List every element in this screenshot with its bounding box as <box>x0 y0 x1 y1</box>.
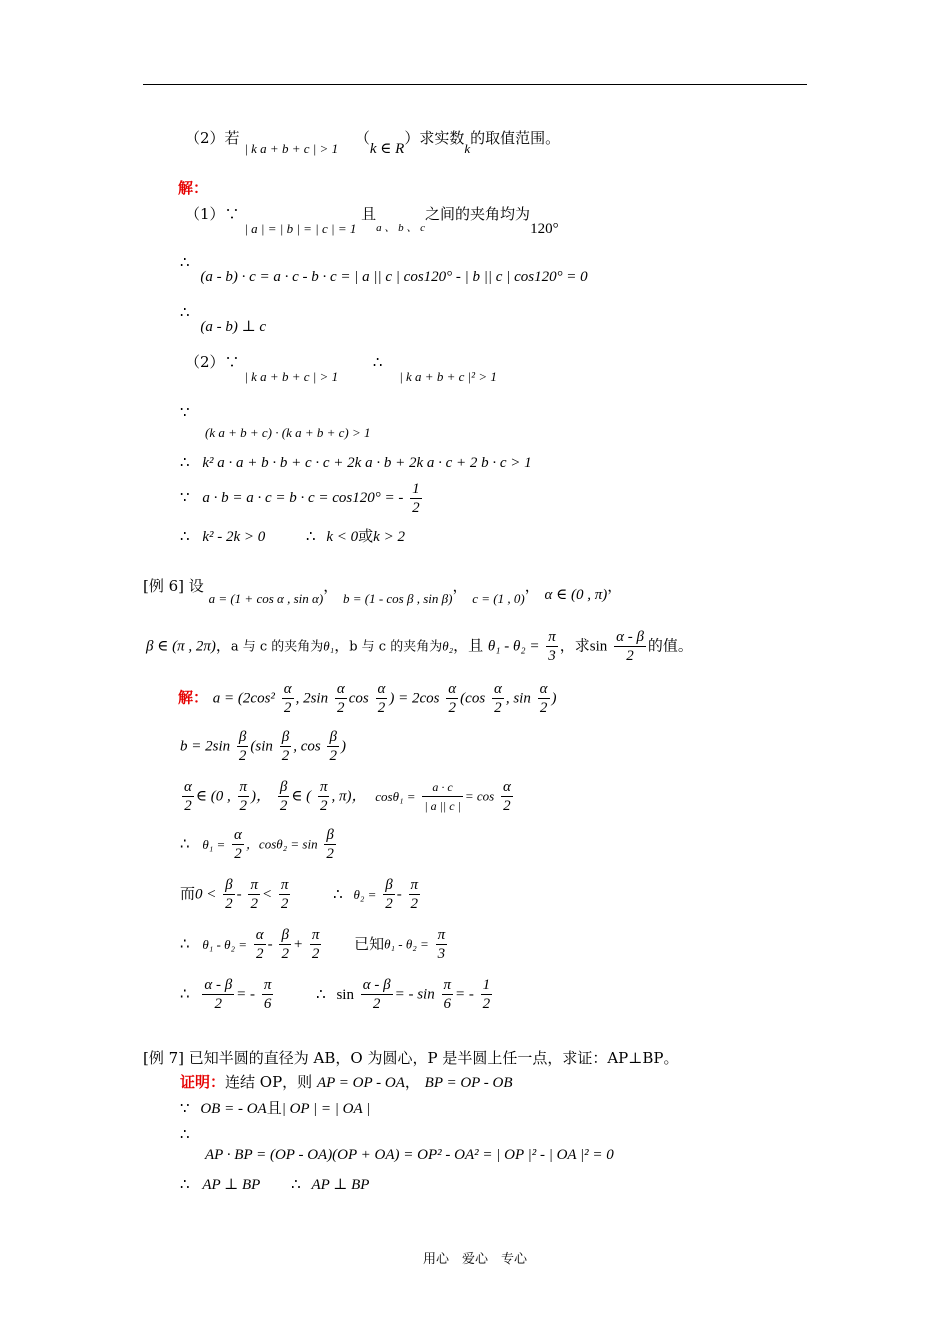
frac-cos-theta <box>422 778 463 815</box>
frac-num: α - β <box>362 977 391 993</box>
sol6-l2-b: (sin <box>250 738 273 755</box>
a-def: a = (1 + cos α , sin α) <box>208 591 324 606</box>
theta2: θ₂ <box>442 638 454 654</box>
frac-alpha-minus-beta-2 <box>361 976 393 1013</box>
sol1-l8-or: 或 <box>358 527 374 545</box>
frac-den: 2 <box>283 700 292 716</box>
frac-alpha-2 <box>492 680 504 717</box>
b-def: b = (1 - cos β , sin β) <box>342 591 453 606</box>
frac-num: β <box>383 876 395 895</box>
frac-den: 2 <box>385 896 393 912</box>
proof-l2-math2: | OP | = | OA | <box>281 1101 371 1117</box>
paren-open: （ <box>354 129 370 147</box>
sol1-line7 <box>180 480 424 520</box>
sol6-l1-g: ) <box>551 690 557 707</box>
therefore-symbol: ∴ <box>180 527 190 545</box>
frac-den: 2 <box>234 846 242 862</box>
sol1-l6-math: k² a · a + b · b + c · c + 2k a · b + 2k a · c + 2 b · c > 1 <box>202 455 532 471</box>
therefore-symbol: ∴ <box>180 453 190 471</box>
frac-den: 2 <box>281 946 289 962</box>
pi-over-3 <box>546 628 558 665</box>
sol1-l4-math: | k a + b + c | > 1 <box>244 369 339 384</box>
sol1-line5 <box>180 402 371 443</box>
example7-statement: [例 7] 已知半圆的直径为 AB，O 为圆心，P 是半圆上任一点，求证：AP⊥BP。 <box>143 1049 679 1067</box>
frac-den: 2 <box>238 748 247 764</box>
therefore-symbol: ∴ <box>291 1175 301 1193</box>
frac-pi-6 <box>442 976 454 1013</box>
frac-num: α <box>255 927 264 943</box>
sol1-l2-math: (a - b) · c = a · c - b · c = | a || c | cos120° - | b || c | cos120° = 0 <box>200 269 588 285</box>
sol6-l1-d: ) = 2cos <box>389 690 440 707</box>
therefore-symbol: ∴ <box>180 1175 190 1193</box>
sol1-l1-tail: 之间的夹角均为 <box>425 205 531 223</box>
ex6-t2: b 与 c 的夹角为 <box>349 639 443 655</box>
frac-num: α <box>336 681 345 697</box>
proof-line3 <box>180 1124 614 1165</box>
sol6-l2-a: b = 2sin <box>180 738 231 755</box>
frac-num: a · c <box>422 778 463 797</box>
frac-alpha-2 <box>538 680 550 717</box>
sin: sin <box>589 638 608 655</box>
sol1-l8-math2b: k > 2 <box>373 529 405 545</box>
frac-den: 2 <box>448 700 456 716</box>
therefore-symbol: ∴ <box>180 253 190 271</box>
sol6-l3-eq: = cos <box>464 788 495 804</box>
example6-line1 <box>143 576 623 606</box>
frac-pi-2 <box>318 778 330 815</box>
frac-num: β <box>324 826 336 845</box>
sol6-l2-c: , cos <box>293 738 321 755</box>
frac-num: π <box>250 877 258 893</box>
frac-pi-2 <box>310 926 322 963</box>
sol6-l5-b: 0 < <box>195 886 217 903</box>
ex6-ask-tail: 的值。 <box>647 636 693 655</box>
sol6-l4-b: ，cosθ₂ = sin <box>245 836 318 852</box>
sol6-l6-d: θ₁ - θ₂ = <box>384 936 429 952</box>
proof-line1 <box>180 1072 513 1093</box>
frac-num: π <box>311 927 320 943</box>
sol6-l7-d: = - <box>455 986 474 1003</box>
frac-den: | a || c | <box>424 799 461 813</box>
ex6-t1: a 与 c 的夹角为 <box>230 639 324 655</box>
frac-alpha-2 <box>446 680 458 717</box>
sol1-line3 <box>180 302 267 335</box>
sol1-l5-math: (k a + b + c) · (k a + b + c) > 1 <box>205 425 371 440</box>
alpha-range: α ∈ (0 , π) <box>544 587 608 603</box>
frac-alpha-2 <box>182 778 194 815</box>
frac-pi-3 <box>436 926 448 963</box>
sol1-l1-vecs: a 、 b 、 c <box>376 222 426 234</box>
frac-den: 2 <box>311 946 320 962</box>
sol1-l3-math: (a - b) ⊥ c <box>200 319 267 335</box>
sol6-line4 <box>180 826 338 866</box>
sol1-l4-label: （2）∵ <box>185 353 240 371</box>
sol6-l6-known: 已知 <box>354 934 385 953</box>
sol6-l6-c: + <box>292 936 304 953</box>
sol6-l6-b: - <box>267 936 273 953</box>
sol6-l3-cos: cosθ₁ = <box>375 788 416 804</box>
sol6-l6-a: θ₁ - θ₂ = <box>202 936 247 952</box>
frac-den: 2 <box>482 996 491 1012</box>
alpha-minus-beta-over-2 <box>614 628 646 665</box>
k-var: k <box>464 141 471 156</box>
frac-pi-2 <box>279 876 291 913</box>
frac-num: α <box>539 681 548 697</box>
example6-label: [例 6] 设 <box>143 577 204 595</box>
ex6-t3: ，且 <box>453 636 484 655</box>
sol6-l5-c: - <box>236 886 242 903</box>
solution-heading: 解： <box>178 688 209 707</box>
frac-pi-2 <box>238 778 250 815</box>
sol1-line2 <box>180 252 588 285</box>
frac-num: π <box>319 779 328 795</box>
sol1-line4 <box>185 352 497 384</box>
sol6-line6 <box>180 926 449 966</box>
frac-alpha-2 <box>282 680 294 717</box>
proof-l1-math1: AP = OP - OA <box>316 1075 405 1091</box>
comma: ， <box>404 1073 420 1091</box>
frac-den: 2 <box>239 798 248 814</box>
part2-condition: | k a + b + c | > 1 <box>244 141 339 156</box>
therefore-symbol: ∴ <box>333 884 343 903</box>
comma: ， <box>334 636 350 655</box>
frac-num: π <box>548 629 556 645</box>
frac-den: 2 <box>410 896 418 912</box>
part2-ask-tail: 的取值范围。 <box>470 129 561 147</box>
sol6-l3-close: )， <box>251 788 272 805</box>
frac-pi-2 <box>409 876 421 913</box>
comma: ， <box>215 636 231 655</box>
frac-pi-2 <box>248 876 260 913</box>
frac-num: 1 <box>482 977 491 993</box>
beta-range: β ∈ (π , 2π) <box>146 638 216 655</box>
frac-num: π <box>280 877 289 893</box>
therefore-symbol: ∴ <box>372 353 383 371</box>
frac-den: 2 <box>225 896 233 912</box>
frac-num: α <box>502 779 511 795</box>
frac-den: 2 <box>184 798 192 814</box>
frac-beta-2 <box>383 876 395 913</box>
frac-den: 3 <box>437 946 446 962</box>
fraction-half <box>410 480 422 517</box>
part2-question <box>185 128 561 157</box>
angle-120: 120° <box>530 221 559 237</box>
sol6-line3 <box>180 778 515 818</box>
sol6-l5-e: θ₂ = <box>353 886 377 902</box>
frac-beta-2 <box>280 728 292 765</box>
frac-pi-6 <box>262 976 274 1013</box>
part2-ask: 求实数 <box>419 129 465 147</box>
comma: ， <box>323 577 339 595</box>
proof-heading: 证明： <box>180 1073 226 1091</box>
frac-num: β <box>223 876 235 895</box>
sol6-l5-f: - <box>396 886 402 903</box>
frac-den: 2 <box>255 946 264 962</box>
sol6-l3-in1: ∈ (0 , <box>195 788 231 805</box>
sol6-l7-a: = - <box>236 986 256 1003</box>
frac-den: 2 <box>412 500 420 516</box>
frac-alpha-2 <box>376 680 388 717</box>
sol6-line2 <box>180 728 346 768</box>
comma: ， <box>524 577 540 595</box>
frac-den: 2 <box>214 996 222 1012</box>
frac-alpha-2 <box>254 926 266 963</box>
sol6-l1-f: , sin <box>505 690 531 707</box>
because-symbol: ∵ <box>180 403 190 421</box>
sol6-line7 <box>180 976 494 1016</box>
proof-line4 <box>180 1174 369 1195</box>
page-footer: 用心 爱心 专心 <box>422 1252 527 1267</box>
sol6-l1-b: , 2sin <box>295 690 329 707</box>
paren-close: ） <box>404 129 420 147</box>
sol1-line1 <box>185 204 559 237</box>
sol6-l7-c: = - sin <box>394 986 435 1003</box>
frac-num: α <box>234 827 242 843</box>
sol1-line6 <box>180 452 532 473</box>
frac-num: 1 <box>412 481 420 497</box>
header-rule <box>143 84 807 85</box>
sol6-line1 <box>178 680 557 720</box>
sol1-l7-math: a · b = a · c = b · c = cos120° = - <box>202 490 404 506</box>
sol6-l7-b: sin <box>336 986 354 1003</box>
sol6-l5-d: < <box>261 886 273 903</box>
proof-l1-math2: BP = OP - OB <box>424 1075 513 1091</box>
sol6-l4-a: θ₁ = <box>202 836 226 852</box>
therefore-symbol: ∴ <box>306 527 316 545</box>
frac-beta-2 <box>324 826 336 863</box>
therefore-symbol: ∴ <box>180 934 190 953</box>
frac-num: β <box>279 926 291 945</box>
frac-den: 2 <box>326 846 334 862</box>
frac-den: 2 <box>337 700 345 716</box>
frac-den: 2 <box>329 748 337 764</box>
frac-num: β <box>278 778 290 797</box>
frac-den: 2 <box>377 700 386 716</box>
ex6-ask: ，求 <box>559 636 590 655</box>
frac-den: 6 <box>263 996 272 1012</box>
proof-l1-text: 连结 OP，则 <box>225 1073 313 1091</box>
frac-den: 2 <box>503 798 511 814</box>
therefore-symbol: ∴ <box>180 834 190 853</box>
sol1-l8-math2a: k < 0 <box>326 529 359 545</box>
frac-beta-2 <box>237 728 249 765</box>
frac-beta-2 <box>278 778 290 815</box>
frac-num: α - β <box>616 629 644 645</box>
frac-num: π <box>437 927 446 943</box>
frac-num: π <box>410 877 419 893</box>
frac-num: β <box>327 728 339 747</box>
frac-beta-2 <box>223 876 235 913</box>
frac-alpha-2 <box>232 826 244 863</box>
sol1-l1-math: | a | = | b | = | c | = 1 <box>244 221 357 236</box>
therefore-symbol: ∴ <box>316 984 326 1003</box>
frac-den: 2 <box>250 896 258 912</box>
comma: ， <box>607 577 623 595</box>
proof-l4-math2: AP ⊥ BP <box>311 1177 370 1193</box>
because-symbol: ∵ <box>180 488 190 506</box>
sol1-line8 <box>180 526 405 547</box>
frac-den: 2 <box>626 648 634 664</box>
sol1-l8-math: k² - 2k > 0 <box>202 529 266 545</box>
therefore-symbol: ∴ <box>180 984 190 1003</box>
sol1-l4-math2: | k a + b + c |² > 1 <box>399 369 497 384</box>
sol6-l1-c: cos <box>348 690 369 707</box>
frac-den: 2 <box>279 798 288 814</box>
frac-num: α - β <box>204 977 233 993</box>
frac-beta-2 <box>279 926 291 963</box>
frac-den: 2 <box>539 700 548 716</box>
example6-line2 <box>146 628 693 668</box>
frac-alpha-minus-beta-2 <box>202 976 234 1013</box>
proof-l2-mid: 且 <box>266 1099 282 1117</box>
therefore-symbol: ∴ <box>180 1125 190 1143</box>
comma: ， <box>452 577 468 595</box>
sol6-l5-a: 而 <box>180 884 196 903</box>
frac-beta-2 <box>327 728 339 765</box>
frac-alpha-2 <box>335 680 347 717</box>
k-in-r: k ∈ R <box>369 141 405 157</box>
because-symbol: ∵ <box>180 1099 190 1117</box>
frac-den: 6 <box>443 996 451 1012</box>
frac-num: β <box>237 728 249 747</box>
frac-num: α <box>283 681 292 697</box>
frac-num: π <box>443 977 452 993</box>
frac-num: π <box>263 977 272 993</box>
c-def: c = (1 , 0) <box>472 591 525 606</box>
sol1-l1-mid: 且 <box>361 205 377 223</box>
proof-l4-math: AP ⊥ BP <box>202 1177 261 1193</box>
frac-alpha-2 <box>501 778 513 815</box>
frac-num: β <box>280 728 292 747</box>
theta1: θ₁ <box>323 638 335 654</box>
sol6-l1-e: (cos <box>460 690 486 707</box>
frac-den: 2 <box>280 896 289 912</box>
frac-den: 3 <box>548 648 556 664</box>
sol6-l2-d: ) <box>340 738 346 755</box>
proof-line2 <box>180 1098 370 1119</box>
sol6-l1-a: a = (2cos² <box>212 690 275 707</box>
frac-num: π <box>239 779 248 795</box>
frac-den: 2 <box>319 798 328 814</box>
frac-den: 2 <box>281 748 290 764</box>
part2-label: （2）若 <box>185 129 240 147</box>
proof-l2-math1: OB = - OA <box>200 1101 267 1117</box>
frac-num: α <box>377 681 386 697</box>
frac-den: 2 <box>372 996 381 1012</box>
frac-num: α <box>493 681 502 697</box>
sol1-l1-label: （1）∵ <box>185 205 240 223</box>
therefore-symbol: ∴ <box>180 303 190 321</box>
sol6-l3-close2: , π)， <box>331 788 367 805</box>
frac-num: α <box>184 779 192 795</box>
sol6-l3-in2: ∈ ( <box>291 788 312 805</box>
frac-num: α <box>448 681 457 697</box>
frac-den: 2 <box>494 700 502 716</box>
sol6-line5 <box>180 876 422 916</box>
frac-one-half <box>481 976 493 1013</box>
proof-l3-math: AP · BP = (OP - OA)(OP + OA) = OP² - OA² = | OP |² - | OA |² = 0 <box>205 1147 614 1163</box>
solution-heading: 解： <box>178 179 209 197</box>
ex6-cond: θ₁ - θ₂ = <box>487 638 540 655</box>
